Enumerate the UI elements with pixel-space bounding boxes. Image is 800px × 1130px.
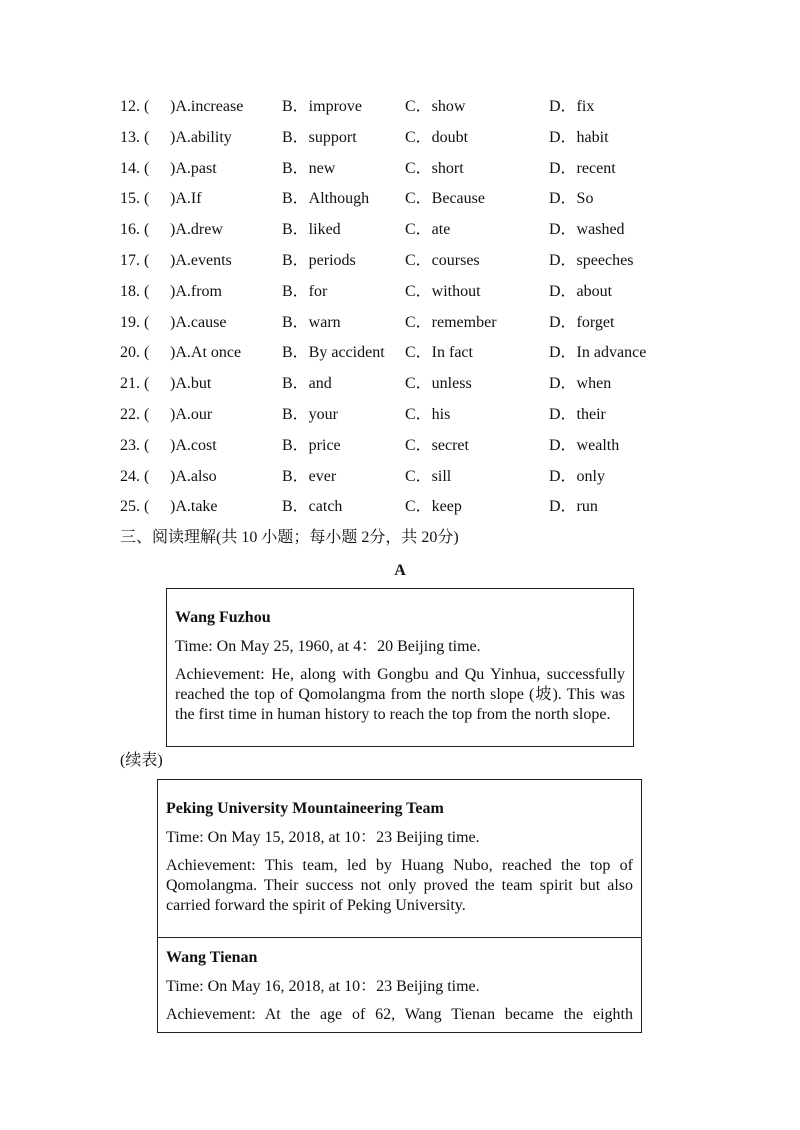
option-c: C．courses: [405, 251, 480, 269]
question-row: [0, 342, 800, 373]
question-row: [0, 96, 800, 127]
option-d: D．fix: [549, 98, 595, 115]
option-d: D．speeches: [549, 251, 634, 269]
info-box-peking-university-team: [157, 779, 642, 938]
option-a: )A.take: [170, 498, 218, 516]
question-number: 13. (: [120, 128, 150, 146]
option-c: C．remember: [405, 313, 497, 331]
option-c: C．In fact: [405, 344, 473, 362]
question-row: [0, 219, 800, 250]
entry-name: Wang Fuzhou: [175, 609, 271, 626]
option-b: B．Although: [282, 190, 370, 208]
option-d: D．about: [549, 282, 613, 300]
option-c: C．ate: [405, 221, 451, 239]
option-c: C．short: [405, 159, 464, 177]
entry-time: Time: On May 15, 2018, at 10：23 Beijing time.: [166, 829, 480, 846]
option-b: B．periods: [282, 251, 356, 269]
question-row: [0, 435, 800, 466]
option-a: )A.past: [170, 159, 217, 177]
question-number: 20. (: [120, 344, 150, 362]
question-row: [0, 373, 800, 404]
entry-name: Wang Tienan: [166, 949, 258, 966]
option-c: C．secret: [405, 436, 469, 454]
info-box-wang-fuzhou: [166, 588, 634, 747]
question-number: 14. (: [120, 159, 150, 177]
option-b: B．support: [282, 128, 357, 146]
option-b: B．improve: [282, 98, 362, 115]
entry-time: Time: On May 25, 1960, at 4：20 Beijing time.: [175, 638, 481, 655]
option-a: )A.ability: [170, 128, 232, 146]
option-c: C．sill: [405, 467, 452, 485]
question-list: [0, 96, 800, 527]
question-row: [0, 312, 800, 343]
option-b: B．liked: [282, 221, 341, 239]
option-a: )A.also: [170, 467, 217, 485]
option-a: )A.from: [170, 282, 222, 300]
option-b: B．and: [282, 375, 332, 393]
question-row: [0, 127, 800, 158]
option-d: D．only: [549, 467, 606, 485]
option-b: B．catch: [282, 498, 343, 516]
option-a: )A.drew: [170, 221, 223, 239]
option-a: )A.events: [170, 251, 232, 269]
continued-label: (续表): [120, 752, 163, 769]
entry-achievement: Achievement: At the age of 62, Wang Tienan became the eighth: [166, 1006, 633, 1023]
option-a: )A.our: [170, 405, 213, 423]
option-a: )A.increase: [170, 98, 244, 115]
option-c: C．Because: [405, 190, 485, 208]
section-title: 三、阅读理解(共 10 小题；每小题 2分，共 20分): [120, 529, 459, 546]
option-b: B．for: [282, 282, 328, 300]
option-b: B．warn: [282, 313, 341, 331]
option-a: )A.At once: [170, 344, 242, 362]
option-c: C．keep: [405, 498, 462, 516]
question-row: [0, 188, 800, 219]
question-row: [0, 158, 800, 189]
entry-achievement: Achievement: He, along with Gongbu and Qu Yinhua, successfully reached the top of Qomolangma from the north slope (坡). This was the first time in human history to reach the top from the north slope.: [175, 666, 625, 723]
option-c: C．show: [405, 98, 466, 115]
question-row: [0, 404, 800, 435]
option-c: C．his: [405, 405, 451, 423]
option-d: D．run: [549, 498, 598, 516]
question-number: 17. (: [120, 251, 150, 269]
option-d: D．habit: [549, 128, 609, 146]
entry-time: Time: On May 16, 2018, at 10：23 Beijing time.: [166, 978, 480, 995]
question-number: 19. (: [120, 313, 150, 331]
option-d: D．In advance: [549, 344, 647, 362]
option-d: D．forget: [549, 313, 615, 331]
option-b: B．price: [282, 436, 341, 454]
option-c: C．without: [405, 282, 481, 300]
passage-letter: A: [394, 562, 406, 579]
question-number: 21. (: [120, 375, 150, 393]
question-number: 16. (: [120, 221, 150, 239]
info-box-wang-tienan: [157, 937, 642, 1033]
option-b: B．By accident: [282, 344, 385, 362]
question-number: 12. (: [120, 98, 150, 115]
question-number: 18. (: [120, 282, 150, 300]
option-d: D．their: [549, 405, 606, 423]
question-row: [0, 250, 800, 281]
option-d: D．So: [549, 190, 594, 208]
option-d: D．wealth: [549, 436, 620, 454]
option-b: B．your: [282, 405, 339, 423]
option-a: )A.but: [170, 375, 212, 393]
question-row: [0, 281, 800, 312]
option-d: D．when: [549, 375, 612, 393]
option-a: )A.If: [170, 190, 202, 208]
question-row: [0, 496, 800, 527]
option-d: D．washed: [549, 221, 625, 239]
option-a: )A.cause: [170, 313, 227, 331]
option-b: B．ever: [282, 467, 337, 485]
option-b: B．new: [282, 159, 336, 177]
question-number: 23. (: [120, 436, 150, 454]
option-a: )A.cost: [170, 436, 217, 454]
entry-achievement: Achievement: This team, led by Huang Nubo, reached the top of Qomolangma. Their success not only proved the team spirit but also carried forward the spirit of Peking University.: [166, 857, 633, 914]
entry-name: Peking University Mountaineering Team: [166, 800, 444, 817]
question-row: [0, 466, 800, 497]
option-c: C．unless: [405, 375, 472, 393]
option-d: D．recent: [549, 159, 616, 177]
option-c: C．doubt: [405, 128, 469, 146]
question-number: 15. (: [120, 190, 150, 208]
question-number: 24. (: [120, 467, 150, 485]
question-number: 22. (: [120, 405, 150, 423]
question-number: 25. (: [120, 498, 150, 516]
